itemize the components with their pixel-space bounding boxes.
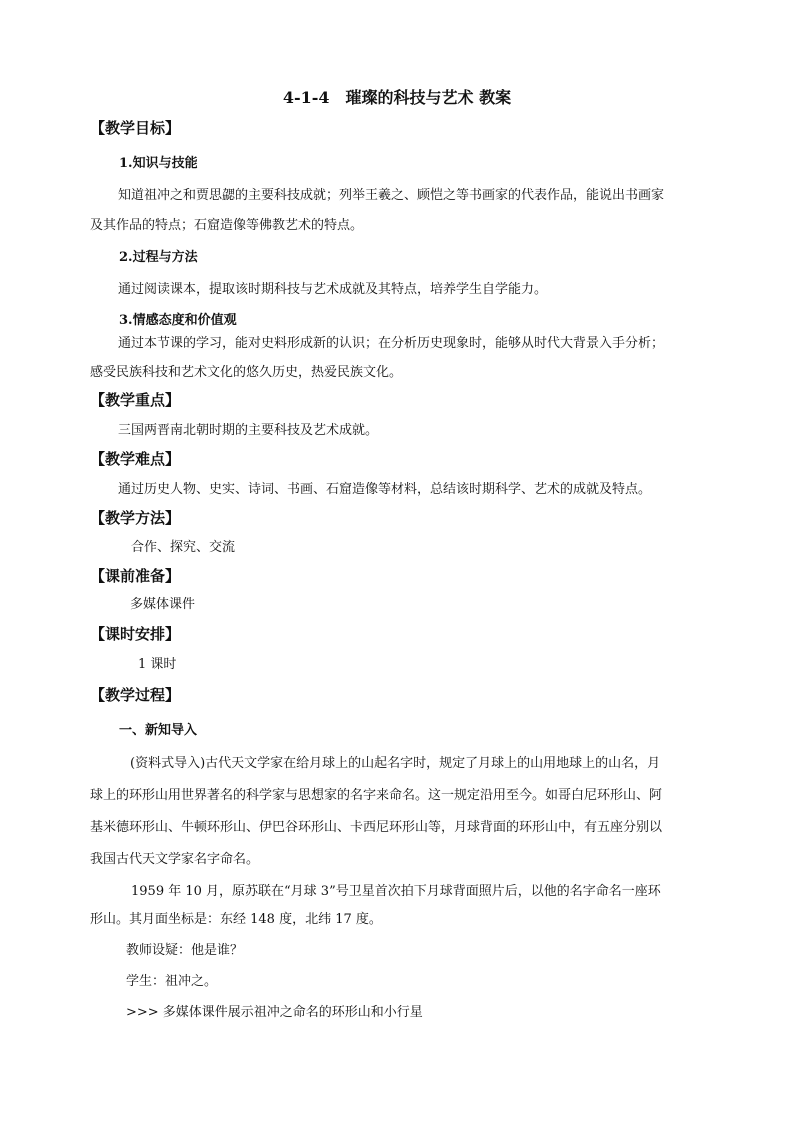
section-heading-goals: 【教学目标】 [90,119,181,137]
student-answer: 学生：祖冲之。 [126,974,218,989]
process-methods-text: 通过阅读课本，提取该时期科技与艺术成就及其特点，培养学生自学能力。 [118,282,548,297]
emotion-text-line-2: 感受民族科技和艺术文化的悠久历史，热爱民族文化。 [90,365,403,380]
section-heading-process: 【教学过程】 [90,686,181,704]
emotion-text-line-1: 通过本节课的学习，能对史料形成新的认识；在分析历史现象时，能够从时代大背景入手分析； [118,336,665,351]
intro-paragraph-line-2: 球上的环形山用世界著名的科学家与思想家的名字来命名。这一规定沿用至今。如哥白尼环形山、阿 [90,788,663,803]
section-heading-key-points: 【教学重点】 [90,391,181,409]
media-display-note: >>> 多媒体课件展示祖冲之命名的环形山和小行星 [126,1005,423,1020]
section-heading-methods: 【教学方法】 [90,509,181,527]
subheading-process-methods: 2.过程与方法 [119,250,198,265]
subheading-intro: 一、新知导入 [119,723,198,738]
schedule-text: 1 课时 [138,657,177,672]
difficulties-text: 通过历史人物、史实、诗词、书画、石窟造像等材料，总结该时期科学、艺术的成就及特点。 [118,482,652,497]
section-heading-preparation: 【课前准备】 [90,567,181,585]
key-points-text: 三国两晋南北朝时期的主要科技及艺术成就。 [118,423,379,438]
satellite-paragraph-line-2: 形山。其月面坐标是：东经 148 度，北纬 17 度。 [90,912,382,927]
methods-text: 合作、探究、交流 [131,540,236,555]
preparation-text: 多媒体课件 [130,597,196,612]
section-heading-difficulties: 【教学难点】 [90,450,181,468]
subheading-knowledge-skills: 1.知识与技能 [119,156,198,171]
document-title: 4-1-4 璀璨的科技与艺术 教案 [282,88,512,107]
intro-paragraph-line-4: 我国古代天文学家名字命名。 [90,852,260,867]
knowledge-text-line-1: 知道祖冲之和贾思勰的主要科技成就；列举王羲之、顾恺之等书画家的代表作品，能说出书画家 [118,188,665,203]
intro-paragraph-line-1: (资料式导入)古代天文学家在给月球上的山起名字时，规定了月球上的山用地球上的山名，月 [130,756,661,771]
intro-paragraph-line-3: 基米德环形山、牛顿环形山、伊巴谷环形山、卡西尼环形山等，月球背面的环形山中，有五座分别以 [90,820,663,835]
knowledge-text-line-2: 及其作品的特点；石窟造像等佛教艺术的特点。 [90,218,364,233]
subheading-emotion-values: 3.情感态度和价值观 [119,313,237,328]
satellite-paragraph-line-1: 1959 年 10 月，原苏联在“月球 3”号卫星首次拍下月球背面照片后，以他的名字命名一座环 [131,884,661,899]
section-heading-schedule: 【课时安排】 [90,625,181,643]
teacher-question: 教师设疑：他是谁？ [126,943,244,958]
